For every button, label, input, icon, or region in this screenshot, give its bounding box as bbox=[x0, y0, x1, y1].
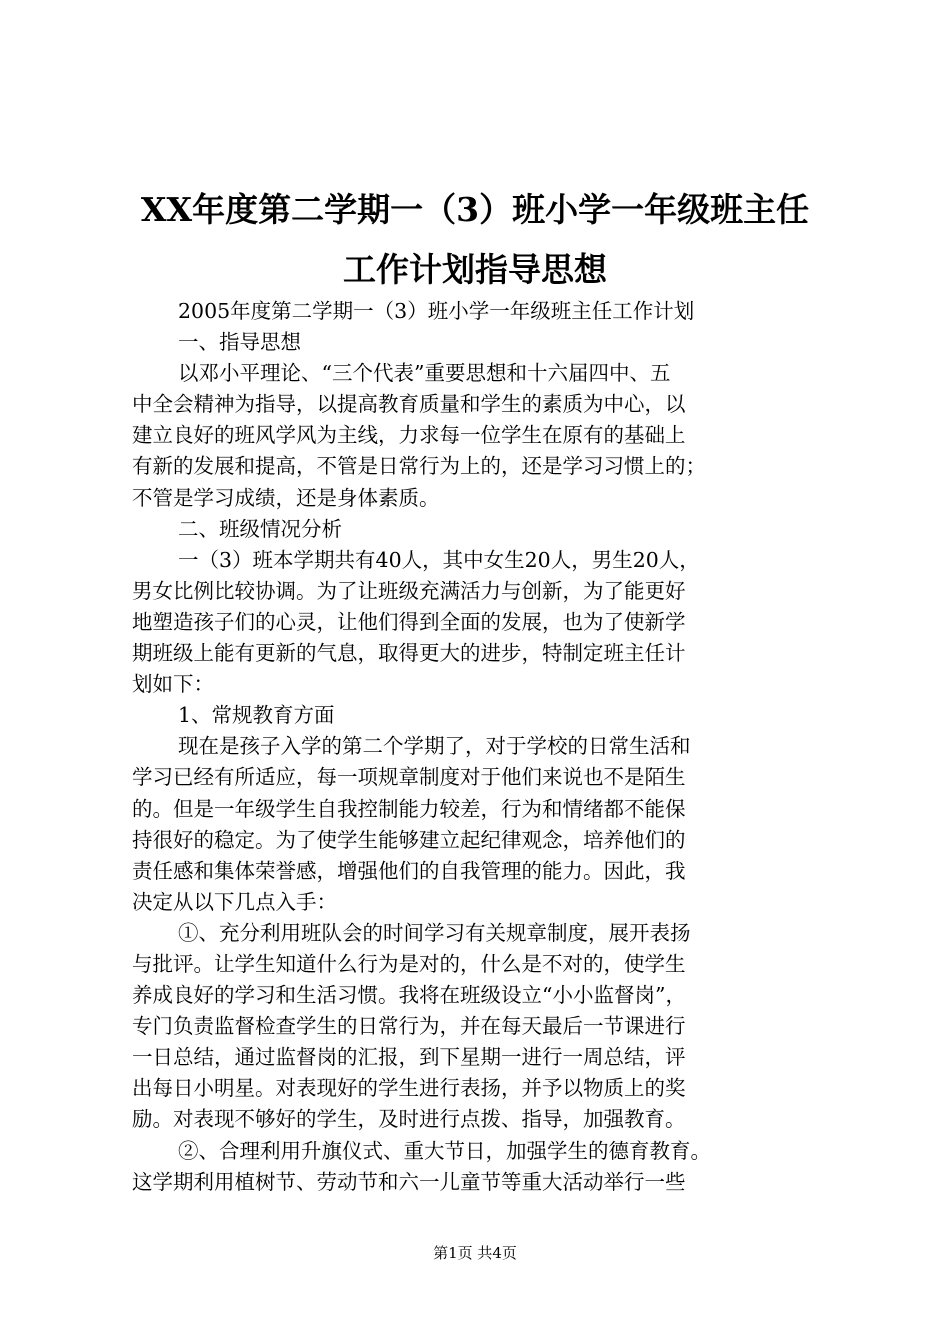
body-line: 2005年度第二学期一（3）班小学一年级班主任工作计划 bbox=[178, 299, 695, 323]
document-title-line-1: XX年度第二学期一（3）班小学一年级班主任 bbox=[140, 190, 810, 229]
body-line: 一（3）班本学期共有40人，其中女生20人，男生20人， bbox=[178, 547, 700, 572]
body-line: 出每日小明星。对表现好的学生进行表扬，并予以物质上的奖 bbox=[132, 1076, 686, 1101]
body-line: 与批评。让学生知道什么行为是对的，什么是不对的，使学生 bbox=[132, 951, 686, 976]
body-line: 持很好的稳定。为了使学生能够建立起纪律观念，培养他们的 bbox=[132, 827, 686, 852]
body-line: 励。对表现不够好的学生，及时进行点拨、指导，加强教育。 bbox=[132, 1107, 686, 1132]
body-line: 中全会精神为指导，以提高教育质量和学生的素质为中心，以 bbox=[132, 392, 686, 417]
body-line: 一、指导思想 bbox=[178, 330, 301, 355]
document-body bbox=[132, 296, 832, 1198]
body-line: 这学期利用植树节、劳动节和六一儿童节等重大活动举行一些 bbox=[132, 1169, 686, 1194]
body-line: 专门负责监督检查学生的日常行为，并在每天最后一节课进行 bbox=[132, 1014, 686, 1039]
body-line: 有新的发展和提高，不管是日常行为上的，还是学习习惯上的； bbox=[132, 454, 706, 479]
body-line: 现在是孩子入学的第二个学期了，对于学校的日常生活和 bbox=[178, 734, 691, 759]
body-line: 学习已经有所适应，每一项规章制度对于他们来说也不是陌生 bbox=[132, 765, 686, 790]
body-line: 期班级上能有更新的气息，取得更大的进步，特制定班主任计 bbox=[132, 641, 686, 666]
body-line: 责任感和集体荣誉感，增强他们的自我管理的能力。因此，我 bbox=[132, 858, 686, 883]
body-line: ①、充分利用班队会的时间学习有关规章制度，展开表扬 bbox=[178, 920, 691, 945]
page-footer: 第1页 共4页 bbox=[433, 1244, 517, 1262]
body-line: 1、常规教育方面 bbox=[178, 703, 335, 728]
body-line: 划如下： bbox=[132, 672, 214, 697]
body-line: 不管是学习成绩，还是身体素质。 bbox=[132, 485, 440, 510]
body-line: 养成良好的学习和生活习惯。我将在班级设立“小小监督岗”， bbox=[132, 983, 686, 1008]
document-title-line-2: 工作计划指导思想 bbox=[343, 250, 607, 289]
body-line: 以邓小平理论、“三个代表”重要思想和十六届四中、五 bbox=[178, 361, 671, 386]
body-line: 男女比例比较协调。为了让班级充满活力与创新，为了能更好 bbox=[132, 578, 686, 603]
body-line: 二、班级情况分析 bbox=[178, 516, 342, 541]
body-line: 地塑造孩子们的心灵，让他们得到全面的发展，也为了使新学 bbox=[132, 609, 686, 634]
body-line: 的。但是一年级学生自我控制能力较差，行为和情绪都不能保 bbox=[132, 796, 686, 821]
body-line: 建立良好的班风学风为主线，力求每一位学生在原有的基础上 bbox=[132, 423, 686, 448]
body-line: 决定从以下几点入手： bbox=[132, 889, 337, 914]
body-line: ②、合理利用升旗仪式、重大节日，加强学生的德育教育。 bbox=[178, 1138, 711, 1163]
body-line: 一日总结，通过监督岗的汇报，到下星期一进行一周总结，评 bbox=[132, 1045, 686, 1070]
